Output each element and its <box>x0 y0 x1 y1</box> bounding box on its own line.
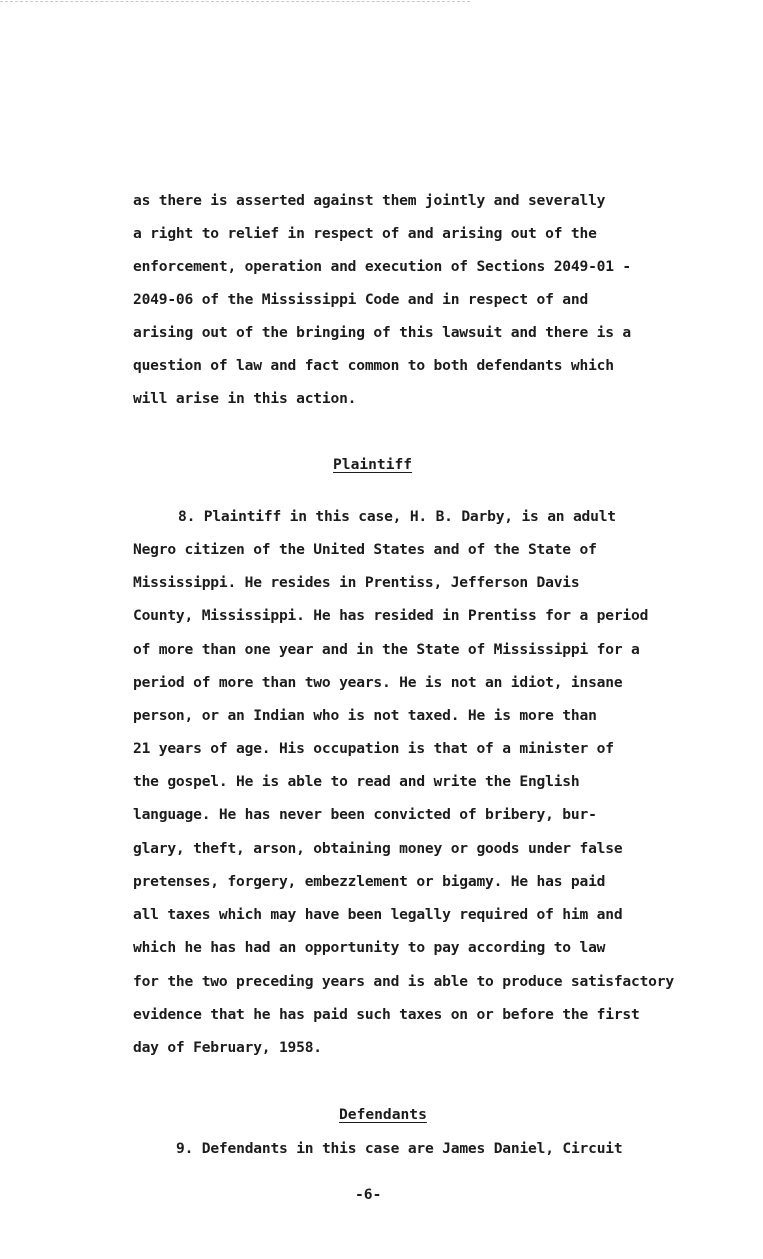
page-number: -6- <box>355 1186 382 1203</box>
plaintiff-heading: Plaintiff <box>333 456 413 473</box>
text-line: enforcement, operation and execution of Sections 2049-01 - <box>133 258 631 275</box>
text-line: as there is asserted against them jointly and severally <box>133 192 606 209</box>
scan-top-edge <box>0 1 470 2</box>
text-line: person, or an Indian who is not taxed. He is more than <box>133 707 597 724</box>
text-line: arising out of the bringing of this lawsuit and there is a <box>133 324 631 341</box>
text-line: Mississippi. He resides in Prentiss, Jefferson Davis <box>133 574 580 591</box>
text-line: evidence that he has paid such taxes on or before the first <box>133 1006 640 1023</box>
text-line: 9. Defendants in this case are James Daniel, Circuit <box>176 1140 623 1157</box>
text-line: 21 years of age. His occupation is that of a minister of <box>133 740 614 757</box>
text-line: will arise in this action. <box>133 390 357 407</box>
text-line: language. He has never been convicted of bribery, bur- <box>133 806 597 823</box>
text-line: question of law and fact common to both defendants which <box>133 357 614 374</box>
text-line: 8. Plaintiff in this case, H. B. Darby, is an adult <box>178 508 616 525</box>
text-line: the gospel. He is able to read and write the English <box>133 773 580 790</box>
text-line: day of February, 1958. <box>133 1039 322 1056</box>
text-line: all taxes which may have been legally required of him and <box>133 906 623 923</box>
text-line: County, Mississippi. He has resided in Prentiss for a period <box>133 607 649 624</box>
defendants-heading: Defendants <box>339 1106 427 1123</box>
text-line: of more than one year and in the State of Mississippi for a <box>133 641 640 658</box>
text-line: a right to relief in respect of and arising out of the <box>133 225 597 242</box>
text-line: glary, theft, arson, obtaining money or goods under false <box>133 840 623 857</box>
text-line: which he has had an opportunity to pay according to law <box>133 939 606 956</box>
text-line: Negro citizen of the United States and of the State of <box>133 541 597 558</box>
text-line: pretenses, forgery, embezzlement or bigamy. He has paid <box>133 873 606 890</box>
text-line: period of more than two years. He is not an idiot, insane <box>133 674 623 691</box>
text-line: 2049-06 of the Mississippi Code and in respect of and <box>133 291 589 308</box>
text-line: for the two preceding years and is able to produce satisfactory <box>133 973 674 990</box>
